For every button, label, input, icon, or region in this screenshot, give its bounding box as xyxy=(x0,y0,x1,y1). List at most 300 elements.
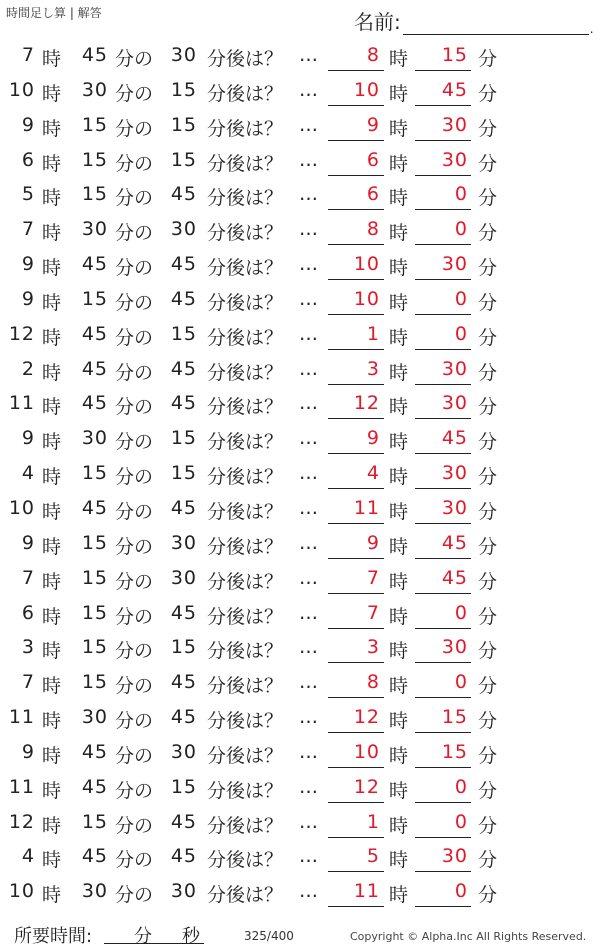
ellipsis: … xyxy=(299,706,318,729)
added-minutes: 45 xyxy=(170,496,197,519)
minutes-later-question: 分後は？ xyxy=(207,48,284,70)
start-hour: 11 xyxy=(8,775,35,798)
minutes-later-question: 分後は？ xyxy=(207,291,284,314)
start-hour: 9 xyxy=(21,740,35,763)
answer-minute-underline xyxy=(415,523,471,524)
answer-minute-unit-label: 分 xyxy=(478,779,498,802)
start-hour: 9 xyxy=(21,531,35,554)
start-hour: 2 xyxy=(21,357,35,380)
answer-minute-unit-label: 分 xyxy=(478,48,498,70)
start-minute: 15 xyxy=(81,566,108,589)
minutes-later-question: 分後は？ xyxy=(207,814,284,837)
ellipsis: … xyxy=(299,322,318,345)
answer-minute-underline xyxy=(415,837,471,838)
answer-hour-underline xyxy=(328,314,384,315)
problem-row xyxy=(0,491,600,526)
answer-minute-underline xyxy=(415,279,471,280)
minute-of-label: 分の xyxy=(115,675,154,698)
answer-minute-underline xyxy=(415,384,471,385)
name-blank-line xyxy=(403,12,589,35)
answer-minute: 30 xyxy=(441,462,468,485)
answer-minute-unit-label: 分 xyxy=(478,152,498,175)
start-minute: 45 xyxy=(81,740,108,763)
start-hour: 4 xyxy=(21,845,35,868)
added-minutes: 45 xyxy=(170,357,197,380)
answer-minute: 30 xyxy=(441,148,468,171)
start-hour: 9 xyxy=(21,427,35,450)
start-hour: 11 xyxy=(8,392,35,415)
answer-hour-underline xyxy=(328,523,384,524)
answer-hour-unit-label: 時 xyxy=(389,675,409,698)
minutes-later-question: 分後は？ xyxy=(207,82,284,105)
answer-minute: 30 xyxy=(441,253,468,276)
minute-of-label: 分の xyxy=(115,849,154,872)
answer-hour: 3 xyxy=(366,636,380,659)
hour-unit-label: 時 xyxy=(42,326,62,349)
answer-minute-underline xyxy=(415,418,471,419)
start-minute: 45 xyxy=(81,496,108,519)
start-hour: 10 xyxy=(8,880,35,903)
answer-hour: 6 xyxy=(366,148,380,171)
start-minute: 30 xyxy=(81,880,108,903)
start-hour: 4 xyxy=(21,462,35,485)
answer-minute: 0 xyxy=(454,775,468,798)
answer-hour-underline xyxy=(328,244,384,245)
answer-minute-unit-label: 分 xyxy=(478,675,498,698)
hour-unit-label: 時 xyxy=(42,257,62,280)
hour-unit-label: 時 xyxy=(42,117,62,140)
added-minutes: 15 xyxy=(170,462,197,485)
hour-unit-label: 時 xyxy=(42,779,62,802)
time-required-label: 所要時間: xyxy=(14,926,93,947)
answer-hour-unit-label: 時 xyxy=(389,48,409,70)
start-hour: 5 xyxy=(21,183,35,206)
problem-row xyxy=(0,630,600,665)
hour-unit-label: 時 xyxy=(42,884,62,907)
answer-hour: 8 xyxy=(366,671,380,694)
added-minutes: 15 xyxy=(170,775,197,798)
start-minute: 45 xyxy=(81,775,108,798)
start-minute: 30 xyxy=(81,706,108,729)
hour-unit-label: 時 xyxy=(42,152,62,175)
answer-hour-underline xyxy=(328,140,384,141)
minutes-later-question: 分後は？ xyxy=(207,849,284,872)
added-minutes: 30 xyxy=(170,880,197,903)
answer-minute: 0 xyxy=(454,218,468,241)
ellipsis: … xyxy=(299,880,318,903)
problem-row xyxy=(0,456,600,491)
problem-row xyxy=(0,421,600,456)
ellipsis: … xyxy=(299,113,318,136)
start-minute: 15 xyxy=(81,287,108,310)
start-hour: 6 xyxy=(21,601,35,624)
answer-minute: 30 xyxy=(441,845,468,868)
answer-hour-unit-label: 時 xyxy=(389,361,409,384)
start-minute: 45 xyxy=(81,392,108,415)
minute-of-label: 分の xyxy=(115,222,154,245)
name-end-dot: . xyxy=(589,22,594,36)
start-hour: 7 xyxy=(21,218,35,241)
time-seconds-label: 秒 xyxy=(182,926,200,947)
answer-minute-unit-label: 分 xyxy=(478,117,498,140)
answer-hour-unit-label: 時 xyxy=(389,814,409,837)
answer-minute: 30 xyxy=(441,357,468,380)
ellipsis: … xyxy=(299,392,318,415)
minutes-later-question: 分後は？ xyxy=(207,675,284,698)
minutes-later-question: 分後は？ xyxy=(207,152,284,175)
answer-minute-underline xyxy=(415,767,471,768)
minute-of-label: 分の xyxy=(115,187,154,210)
minutes-later-question: 分後は？ xyxy=(207,222,284,245)
answer-hour-underline xyxy=(328,70,384,71)
answer-minute-unit-label: 分 xyxy=(478,500,498,523)
minute-of-label: 分の xyxy=(115,326,154,349)
minutes-later-question: 分後は？ xyxy=(207,884,284,907)
answer-minute: 0 xyxy=(454,601,468,624)
hour-unit-label: 時 xyxy=(42,431,62,454)
ellipsis: … xyxy=(299,183,318,206)
ellipsis: … xyxy=(299,810,318,833)
minute-of-label: 分の xyxy=(115,710,154,733)
answer-minute-underline xyxy=(415,593,471,594)
problem-row xyxy=(0,282,600,317)
start-minute: 15 xyxy=(81,148,108,171)
start-minute: 15 xyxy=(81,183,108,206)
ellipsis: … xyxy=(299,636,318,659)
start-minute: 15 xyxy=(81,810,108,833)
answer-minute: 0 xyxy=(454,810,468,833)
problem-row xyxy=(0,874,600,909)
answer-hour-underline xyxy=(328,837,384,838)
answer-minute-underline xyxy=(415,558,471,559)
minutes-later-question: 分後は？ xyxy=(207,466,284,489)
hour-unit-label: 時 xyxy=(42,535,62,558)
minute-of-label: 分の xyxy=(115,535,154,558)
added-minutes: 30 xyxy=(170,566,197,589)
answer-hour: 4 xyxy=(366,462,380,485)
minute-of-label: 分の xyxy=(115,884,154,907)
added-minutes: 45 xyxy=(170,706,197,729)
answer-minute-unit-label: 分 xyxy=(478,396,498,419)
answer-minute-unit-label: 分 xyxy=(478,291,498,314)
hour-unit-label: 時 xyxy=(42,710,62,733)
minutes-later-question: 分後は？ xyxy=(207,500,284,523)
start-hour: 3 xyxy=(21,636,35,659)
answer-hour-unit-label: 時 xyxy=(389,535,409,558)
answer-hour-underline xyxy=(328,349,384,350)
problem-row xyxy=(0,108,600,143)
start-hour: 12 xyxy=(8,322,35,345)
start-minute: 30 xyxy=(81,78,108,101)
minute-of-label: 分の xyxy=(115,814,154,837)
problem-row xyxy=(0,561,600,596)
start-minute: 30 xyxy=(81,427,108,450)
problem-row xyxy=(0,352,600,387)
answer-minute-underline xyxy=(415,488,471,489)
hour-unit-label: 時 xyxy=(42,187,62,210)
start-hour: 7 xyxy=(21,566,35,589)
answer-hour: 12 xyxy=(353,775,380,798)
added-minutes: 30 xyxy=(170,218,197,241)
ellipsis: … xyxy=(299,601,318,624)
answer-minute-unit-label: 分 xyxy=(478,82,498,105)
minutes-later-question: 分後は？ xyxy=(207,744,284,767)
minute-of-label: 分の xyxy=(115,48,154,70)
start-hour: 7 xyxy=(21,44,35,66)
minute-of-label: 分の xyxy=(115,779,154,802)
answer-minute-underline xyxy=(415,175,471,176)
time-minutes-label: 分 xyxy=(134,926,152,947)
answer-hour-underline xyxy=(328,418,384,419)
answer-hour-underline xyxy=(328,732,384,733)
ellipsis: … xyxy=(299,531,318,554)
ellipsis: … xyxy=(299,253,318,276)
answer-minute-underline xyxy=(415,802,471,803)
hour-unit-label: 時 xyxy=(42,48,62,70)
answer-hour-unit-label: 時 xyxy=(389,82,409,105)
added-minutes: 15 xyxy=(170,148,197,171)
added-minutes: 45 xyxy=(170,253,197,276)
added-minutes: 15 xyxy=(170,322,197,345)
answer-hour-unit-label: 時 xyxy=(389,431,409,454)
answer-hour-underline xyxy=(328,697,384,698)
answer-minute-unit-label: 分 xyxy=(478,222,498,245)
answer-hour: 11 xyxy=(353,496,380,519)
answer-hour: 10 xyxy=(353,253,380,276)
minute-of-label: 分の xyxy=(115,570,154,593)
ellipsis: … xyxy=(299,44,318,66)
answer-hour-underline xyxy=(328,105,384,106)
answer-hour-underline xyxy=(328,802,384,803)
worksheet-number: 325/400 xyxy=(244,929,294,943)
answer-hour-unit-label: 時 xyxy=(389,884,409,907)
answer-hour: 11 xyxy=(353,880,380,903)
start-hour: 6 xyxy=(21,148,35,171)
hour-unit-label: 時 xyxy=(42,82,62,105)
answer-hour-underline xyxy=(328,906,384,907)
added-minutes: 45 xyxy=(170,392,197,415)
answer-hour: 10 xyxy=(353,287,380,310)
minute-of-label: 分の xyxy=(115,396,154,419)
answer-hour-underline xyxy=(328,628,384,629)
minutes-later-question: 分後は？ xyxy=(207,187,284,210)
answer-hour-underline xyxy=(328,453,384,454)
minute-of-label: 分の xyxy=(115,640,154,663)
problem-row xyxy=(0,317,600,352)
added-minutes: 15 xyxy=(170,113,197,136)
answer-hour: 7 xyxy=(366,566,380,589)
ellipsis: … xyxy=(299,671,318,694)
problem-row xyxy=(0,212,600,247)
start-minute: 15 xyxy=(81,671,108,694)
minutes-later-question: 分後は？ xyxy=(207,570,284,593)
answer-minute-unit-label: 分 xyxy=(478,744,498,767)
answer-minute: 0 xyxy=(454,880,468,903)
answer-minute-unit-label: 分 xyxy=(478,431,498,454)
ellipsis: … xyxy=(299,287,318,310)
ellipsis: … xyxy=(299,845,318,868)
minute-of-label: 分の xyxy=(115,257,154,280)
start-minute: 45 xyxy=(81,253,108,276)
added-minutes: 15 xyxy=(170,636,197,659)
minute-of-label: 分の xyxy=(115,152,154,175)
ellipsis: … xyxy=(299,740,318,763)
answer-minute-unit-label: 分 xyxy=(478,605,498,628)
ellipsis: … xyxy=(299,496,318,519)
minute-of-label: 分の xyxy=(115,500,154,523)
answer-minute-unit-label: 分 xyxy=(478,361,498,384)
start-hour: 10 xyxy=(8,496,35,519)
added-minutes: 30 xyxy=(170,740,197,763)
minute-of-label: 分の xyxy=(115,117,154,140)
answer-hour-unit-label: 時 xyxy=(389,187,409,210)
added-minutes: 45 xyxy=(170,845,197,868)
hour-unit-label: 時 xyxy=(42,361,62,384)
answer-hour-unit-label: 時 xyxy=(389,117,409,140)
answer-hour-unit-label: 時 xyxy=(389,570,409,593)
answer-minute-unit-label: 分 xyxy=(478,187,498,210)
start-minute: 15 xyxy=(81,462,108,485)
answer-hour-unit-label: 時 xyxy=(389,640,409,663)
minutes-later-question: 分後は？ xyxy=(207,326,284,349)
added-minutes: 45 xyxy=(170,601,197,624)
answer-minute: 0 xyxy=(454,671,468,694)
answer-hour: 10 xyxy=(353,78,380,101)
ellipsis: … xyxy=(299,78,318,101)
hour-unit-label: 時 xyxy=(42,222,62,245)
ellipsis: … xyxy=(299,462,318,485)
answer-minute-underline xyxy=(415,871,471,872)
answer-hour: 8 xyxy=(366,44,380,66)
answer-hour-underline xyxy=(328,593,384,594)
minutes-later-question: 分後は？ xyxy=(207,535,284,558)
answer-minute: 30 xyxy=(441,113,468,136)
copyright-text: Copyright © Alpha.Inc All Rights Reserved. xyxy=(350,930,587,943)
ellipsis: … xyxy=(299,148,318,171)
answer-hour: 6 xyxy=(366,183,380,206)
minutes-later-question: 分後は？ xyxy=(207,779,284,802)
answer-hour-unit-label: 時 xyxy=(389,291,409,314)
answer-hour: 12 xyxy=(353,392,380,415)
answer-hour-unit-label: 時 xyxy=(389,152,409,175)
start-hour: 9 xyxy=(21,287,35,310)
answer-hour-underline xyxy=(328,558,384,559)
answer-hour: 5 xyxy=(366,845,380,868)
answer-minute-underline xyxy=(415,244,471,245)
problem-row xyxy=(0,247,600,282)
answer-minute-underline xyxy=(415,314,471,315)
answer-minute-unit-label: 分 xyxy=(478,570,498,593)
hour-unit-label: 時 xyxy=(42,814,62,837)
minute-of-label: 分の xyxy=(115,82,154,105)
start-hour: 10 xyxy=(8,78,35,101)
answer-hour-unit-label: 時 xyxy=(389,710,409,733)
answer-minute-underline xyxy=(415,70,471,71)
answer-minute: 15 xyxy=(441,740,468,763)
problem-row xyxy=(0,73,600,108)
answer-hour-unit-label: 時 xyxy=(389,605,409,628)
start-minute: 45 xyxy=(81,845,108,868)
answer-minute-underline xyxy=(415,697,471,698)
added-minutes: 15 xyxy=(170,78,197,101)
answer-minute: 45 xyxy=(441,78,468,101)
answer-hour-unit-label: 時 xyxy=(389,779,409,802)
minutes-later-question: 分後は？ xyxy=(207,257,284,280)
answer-minute: 30 xyxy=(441,496,468,519)
answer-hour: 1 xyxy=(366,810,380,833)
answer-hour: 1 xyxy=(366,322,380,345)
hour-unit-label: 時 xyxy=(42,849,62,872)
hour-unit-label: 時 xyxy=(42,396,62,419)
answer-minute: 45 xyxy=(441,531,468,554)
hour-unit-label: 時 xyxy=(42,744,62,767)
answer-hour: 9 xyxy=(366,531,380,554)
answer-minute-unit-label: 分 xyxy=(478,710,498,733)
minutes-later-question: 分後は？ xyxy=(207,640,284,663)
start-hour: 12 xyxy=(8,810,35,833)
answer-minute-underline xyxy=(415,349,471,350)
answer-hour-underline xyxy=(328,488,384,489)
worksheet-title: 時間足し算 | 解答 xyxy=(6,6,102,20)
start-minute: 45 xyxy=(81,44,108,66)
hour-unit-label: 時 xyxy=(42,675,62,698)
added-minutes: 30 xyxy=(170,44,197,66)
hour-unit-label: 時 xyxy=(42,466,62,489)
answer-hour-unit-label: 時 xyxy=(389,326,409,349)
hour-unit-label: 時 xyxy=(42,640,62,663)
problem-row xyxy=(0,770,600,805)
ellipsis: … xyxy=(299,427,318,450)
minute-of-label: 分の xyxy=(115,361,154,384)
answer-hour-underline xyxy=(328,279,384,280)
minutes-later-question: 分後は？ xyxy=(207,396,284,419)
answer-minute-underline xyxy=(415,209,471,210)
problem-row xyxy=(0,177,600,212)
name-field-area xyxy=(354,6,594,35)
minute-of-label: 分の xyxy=(115,605,154,628)
answer-hour-unit-label: 時 xyxy=(389,849,409,872)
start-hour: 7 xyxy=(21,671,35,694)
answer-minute-underline xyxy=(415,140,471,141)
start-hour: 11 xyxy=(8,706,35,729)
hour-unit-label: 時 xyxy=(42,605,62,628)
answer-minute: 0 xyxy=(454,322,468,345)
minute-of-label: 分の xyxy=(115,291,154,314)
answer-minute-underline xyxy=(415,906,471,907)
minutes-later-question: 分後は？ xyxy=(207,361,284,384)
start-minute: 45 xyxy=(81,322,108,345)
problem-row xyxy=(0,596,600,631)
answer-minute: 0 xyxy=(454,183,468,206)
answer-hour: 9 xyxy=(366,427,380,450)
name-label: 名前: xyxy=(354,10,401,34)
answer-hour: 12 xyxy=(353,706,380,729)
answer-hour-unit-label: 時 xyxy=(389,396,409,419)
answer-minute-underline xyxy=(415,662,471,663)
answer-minute-unit-label: 分 xyxy=(478,466,498,489)
problem-row xyxy=(0,38,600,73)
answer-hour-underline xyxy=(328,662,384,663)
added-minutes: 45 xyxy=(170,183,197,206)
answer-hour: 10 xyxy=(353,740,380,763)
start-minute: 15 xyxy=(81,531,108,554)
answer-hour-unit-label: 時 xyxy=(389,500,409,523)
answer-hour: 9 xyxy=(366,113,380,136)
answer-minute-underline xyxy=(415,732,471,733)
answer-minute: 45 xyxy=(441,427,468,450)
problem-row xyxy=(0,700,600,735)
start-hour: 9 xyxy=(21,113,35,136)
